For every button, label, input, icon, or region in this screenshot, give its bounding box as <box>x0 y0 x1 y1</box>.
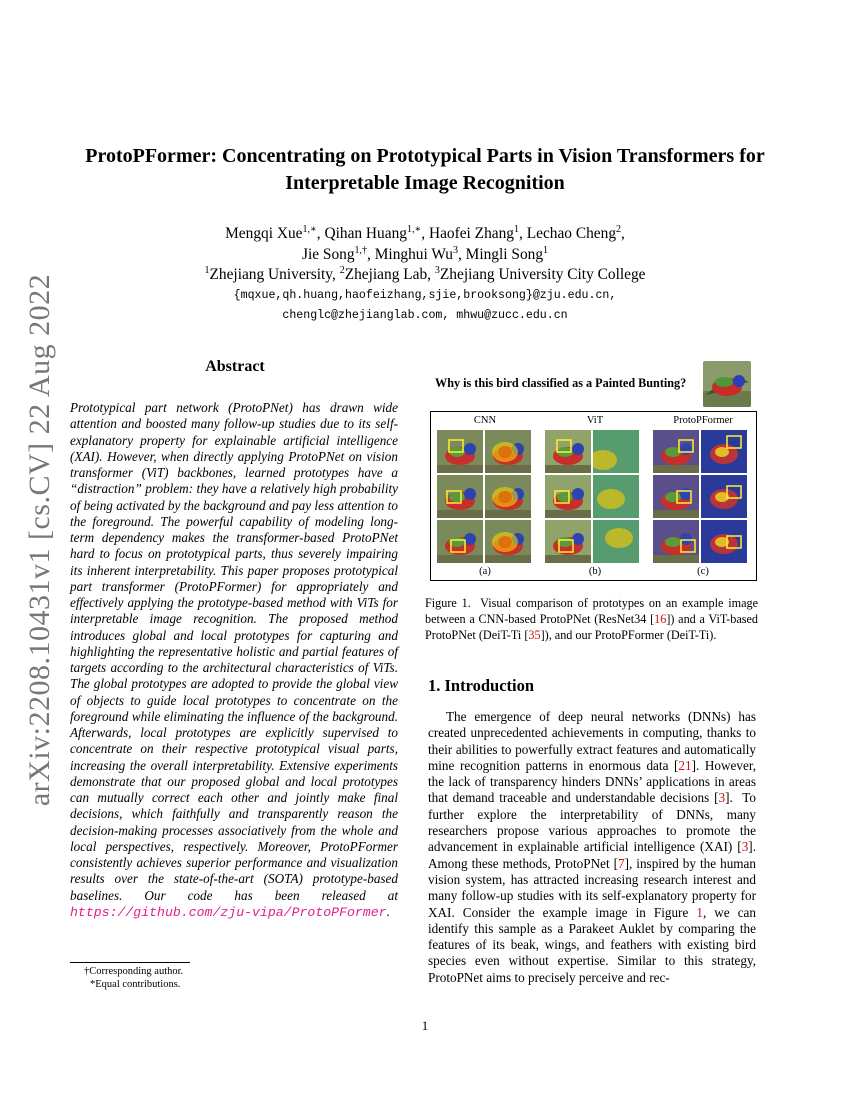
prototype-tile <box>545 430 591 473</box>
affiliations: $^1$Zhejiang University, $^2$Zhejiang Lab, $^3$Zhejiang University City College <box>204 264 646 283</box>
prototype-tile <box>653 475 699 518</box>
arxiv-identifier-text: arXiv:2208.10431v1 [cs.CV] 22 Aug 2022 <box>23 273 56 807</box>
panel-title-vit: ViT <box>586 415 604 426</box>
prototype-tile <box>437 475 483 518</box>
author-emails <box>120 286 730 326</box>
footnote-corresponding-author: †Corresponding author. <box>84 966 184 977</box>
footnote-equal-contribution: *Equal contributions. <box>90 979 181 990</box>
prototype-tile <box>437 430 483 473</box>
page-number: 1 <box>421 1018 429 1033</box>
prototype-tile <box>593 475 639 518</box>
abstract-code-link[interactable]: https://github.com/zju-vipa/ProtoPFormer <box>70 904 387 920</box>
abstract-text: Prototypical part network (ProtoPNet) has drawn wide attention and boosted many follow-up studies due to its self-explanatory property for explainable artificial intelligence (XAI). However, when directly applying ProtoPNet on vision transformer (ViT) backbones, learned prototypes have a “distraction” problem: they have a relatively high probability of being activated by the background and pay less attention to the foreground. The powerful capability of modeling long-term dependency makes the transformer-based ProtoPNet hard to focus on prototypical parts, thus severely impairing its inherent interpretability. This paper proposes prototypical part transformer (ProtoPFormer) for appropriately and effectively applying the prototype-based method with ViTs for interpretable image recognition. The proposed method introduces global and local prototypes for capturing and highlighting the representative holistic and partial features of targets according to the architectural characteristics of ViTs. The global prototypes are adopted to provide the global view of objects to guide local prototypes to concentrate on the foreground while eliminating the influence of the background. Afterwards, local prototypes are explicitly supervised to concentrate on their respective prototypical visual parts, increasing the overall interpretability. Extensive experiments demonstrate that our proposed global and local prototypes can mutually correct each other and jointly make final decisions, which faithfully and transparently reason the decision-making processes associatively from the whole and local perspectives, respectively. Moreover, ProtoPFormer consistently achieves superior performance and visualization results over the state-of-the-art (SOTA) prototype-based baselines. Our code has been released at <box>70 400 398 903</box>
prototype-tile <box>437 520 483 563</box>
prototype-tile <box>593 520 639 563</box>
panel-label-b: (b) <box>588 566 602 577</box>
figure-question: Why is this bird classified as a Painted Bunting? <box>435 376 687 390</box>
title-line-1: ProtoPFormer: Concentrating on Prototypical Parts in Vision Transformers for <box>85 145 765 167</box>
section-heading-introduction: 1. Introduction <box>428 676 535 695</box>
author-block <box>120 224 730 286</box>
footnote-rule <box>70 962 190 963</box>
figure-1-panel <box>430 411 757 581</box>
emails-line-2: chenglc@zhejianglab.com, mhwu@zucc.edu.cn <box>282 309 568 322</box>
panel-label-a: (a) <box>479 566 491 577</box>
prototype-tile <box>485 520 531 563</box>
title-line-2: Interpretable Image Recognition <box>285 172 565 194</box>
prototype-tile <box>653 520 699 563</box>
prototype-tile <box>701 430 747 473</box>
authors-line-1: Mengqi Xue$^{1,∗}$, Qihan Huang$^{1,∗}$, Haofei Zhang$^1$, Lechao Cheng$^2$, <box>225 223 625 242</box>
prototype-tile <box>653 430 699 473</box>
paper-title <box>60 143 790 197</box>
introduction-body: The emergence of deep neural networks (DNNs) has created unprecedented achievements in computing, thanks to their abilities to powerfully extract features and automatically mine recognition patterns in enormous data [21]. However, the lack of transparency hinders DNNs’ applications in areas that demand traceable and understandable decisions [3]. To further explore the interpretability of DNNs, many researchers propose various approaches to promote the advancement in explainable artificial intelligence (XAI) [3]. Among these methods, ProtoPNet [7], inspired by the human vision system, has attracted increasing research interest and many follow-up studies with its self-explanatory property for XAI. Consider the example image in Figure 1, we can identify this sample as a Parakeet Auklet by comparing the features of its beak, wings, and feathers with existing bird species even without expertise. Similar to this strategy, ProtoPNet aims to precisely perceive and rec- <box>428 709 757 985</box>
bird-thumbnail-image <box>703 361 751 407</box>
abstract-heading: Abstract <box>205 358 265 375</box>
arxiv-identifier <box>10 273 70 807</box>
prototype-tile <box>485 475 531 518</box>
prototype-tile <box>485 430 531 473</box>
panel-title-protopformer: ProtoPFormer <box>673 415 733 426</box>
prototype-tile <box>593 430 639 473</box>
prototype-tile <box>701 520 747 563</box>
panel-title-cnn: CNN <box>473 415 497 426</box>
emails-line-1: {mqxue,qh.huang,haofeizhang,sjie,brooksong}@zju.edu.cn, <box>233 289 617 302</box>
authors-line-2: Jie Song$^{1,\dagger}$, Minghui Wu$^3$, Mingli Song$^1$ <box>301 244 549 263</box>
figure-1-caption: Figure 1. Visual comparison of prototypes on an example image between a CNN-based ProtoPNet (ResNet34 [16]) and a ViT-based ProtoPNet (DeiT-Ti [35]), and our ProtoPFormer (DeiT-Ti). <box>425 596 758 642</box>
prototype-tile <box>545 475 591 518</box>
panel-label-c: (c) <box>697 566 709 577</box>
abstract-body: Prototypical part network (ProtoPNet) has drawn wide attention and boosted many follow-up studies due to its self-explanatory property for explainable artificial intelligence (XAI). However, when directly applying ProtoPNet on vision transformer (ViT) backbones, learned prototypes have a “distraction” problem: they have a relatively high probability of being activated by the background and pay less attention to the foreground. The powerful capability of modeling long-term dependency makes the transformer-based ProtoPNet hard to focus on prototypical parts, thus severely impairing its inherent interpretability. This paper proposes prototypical part transformer (ProtoPFormer) for appropriately and effectively applying the prototype-based method with ViTs for interpretable image recognition. The proposed method introduces global and local prototypes for capturing and highlighting the representative holistic and partial features of targets according to the architectural characteristics of ViTs. The global prototypes are adopted to provide the global view of objects to guide local prototypes to concentrate on the foreground while eliminating the influence of the background. Afterwards, local prototypes are explicitly supervised to concentrate on their respective prototypical visual parts, increasing the overall interpretability. Extensive experiments demonstrate that our proposed global and local prototypes can mutually correct each other and jointly make final decisions, which faithfully and transparently reason the decision-making processes associatively from the whole and local perspectives, respectively. Moreover, ProtoPFormer consistently achieves superior performance and visualization results over the state-of-the-art (SOTA) prototype-based baselines. Our code has been released at https://github.com/zju-vipa/ProtoPFormer. <box>70 400 398 920</box>
prototype-tile <box>545 520 591 563</box>
prototype-tile <box>701 475 747 518</box>
